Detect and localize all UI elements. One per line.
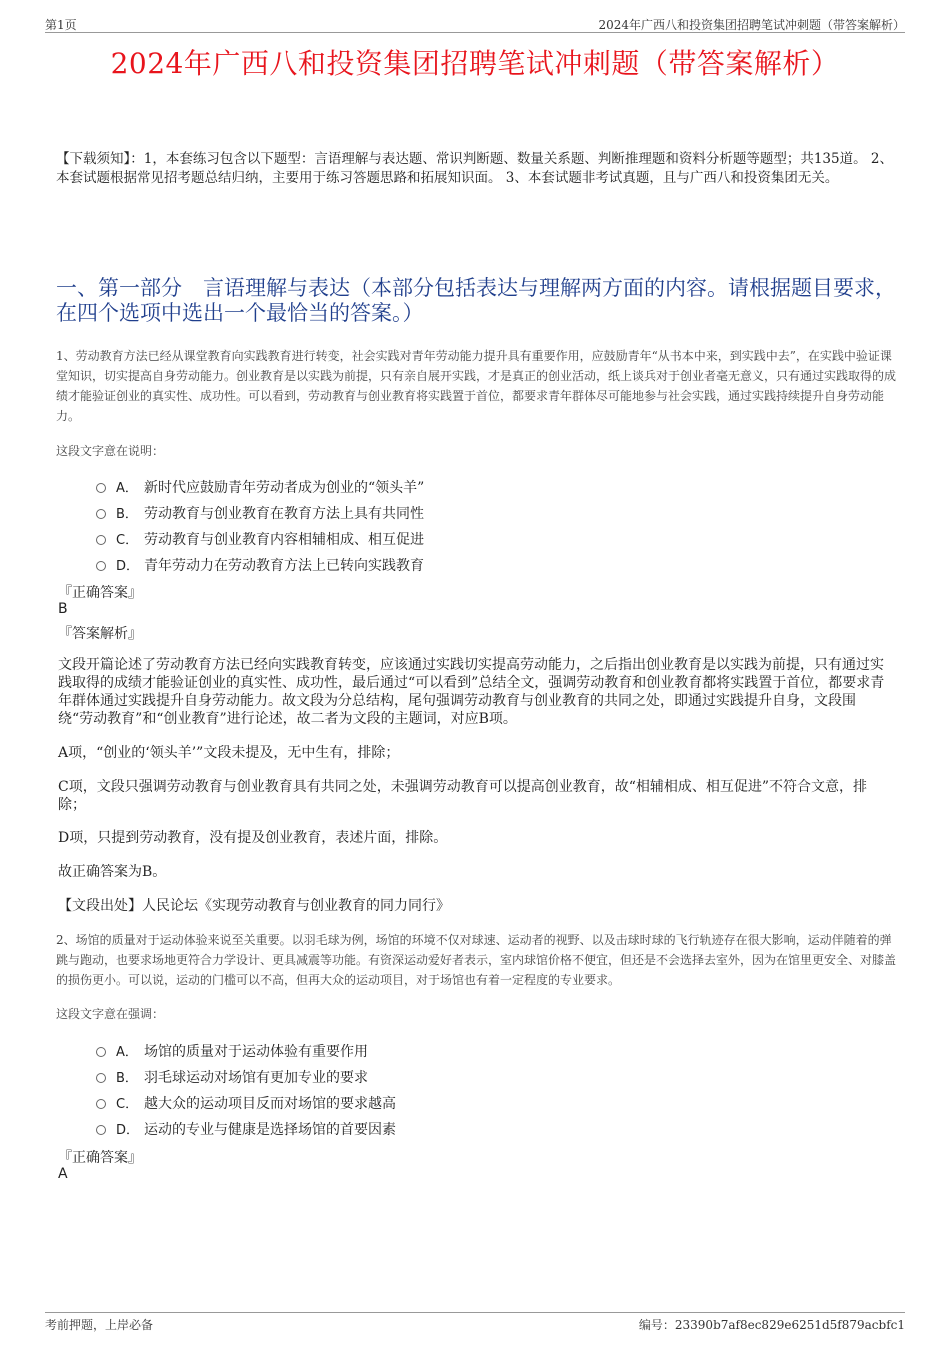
- radio-icon[interactable]: [96, 1099, 106, 1109]
- question-2-answer: A: [58, 1166, 68, 1182]
- question-2-option-d[interactable]: D． 运动的专业与健康是选择场馆的首要因素: [96, 1119, 396, 1139]
- question-1-option-c[interactable]: C． 劳动教育与创业教育内容相辅相成、相互促进: [96, 529, 424, 549]
- download-notice: 【下载须知】：1，本套练习包含以下题型：言语理解与表达题、常识判断题、数量关系题、判断推理题和资料分析题等题型；共135道。 2、本套试题根据常见招考题总结归纳，主要用于练习答题思路和拓展知识面。 3、本套试题非考试真题，且与广西八和投资集团无关。: [56, 151, 893, 186]
- page-footer: [45, 1312, 905, 1333]
- question-1-option-d[interactable]: D． 青年劳动力在劳动教育方法上已转向实践教育: [96, 555, 424, 575]
- radio-icon[interactable]: [96, 1047, 106, 1057]
- question-1-prompt: 这段文字意在说明：: [56, 444, 165, 458]
- question-2-option-c[interactable]: C． 越大众的运动项目反而对场馆的要求越高: [96, 1093, 396, 1113]
- question-2-prompt: 这段文字意在强调：: [56, 1007, 165, 1021]
- footer-serial: 编号：23390b7af8ec829e6251d5f879acbfc1: [638, 1318, 905, 1332]
- question-1-option-a[interactable]: A． 新时代应鼓励青年劳动者成为创业的“领头羊”: [96, 477, 424, 497]
- question-1-option-b[interactable]: B． 劳动教育与创业教育在教育方法上具有共同性: [96, 503, 424, 523]
- question-1-analysis-option-d: D项，只提到劳动教育，没有提及创业教育，表述片面，排除。: [58, 830, 448, 846]
- document-title: 2024年广西八和投资集团招聘笔试冲刺题（带答案解析）: [110, 47, 840, 80]
- question-1-source: 【文段出处】人民论坛《实现劳动教育与创业教育的同力同行》: [58, 898, 450, 914]
- footer-slogan: 考前押题，上岸必备: [45, 1318, 154, 1332]
- question-2-answer-label: 『正确答案』: [58, 1150, 142, 1166]
- radio-icon[interactable]: [96, 535, 106, 545]
- page-header: [45, 14, 905, 33]
- question-1-conclusion: 故正确答案为B。: [58, 864, 167, 880]
- section-title: 一、第一部分 言语理解与表达（本部分包括表达与理解两方面的内容。请根据题目要求，在四个选项中选出一个最恰当的答案。）: [56, 276, 896, 325]
- header-doc-title: 2024年广西八和投资集团招聘笔试冲刺题（带答案解析）: [598, 18, 905, 32]
- question-1-analysis-label: 『答案解析』: [58, 626, 142, 642]
- question-1-answer: B: [58, 601, 68, 617]
- question-1-analysis-paragraph: 文段开篇论述了劳动教育方法已经向实践教育转变，应该通过实践切实提高劳动能力，之后指出创业教育是以实践为前提，只有通过实践取得的成绩才能验证创业的真实性、成功性，最后通过“可以看到”总结全文，强调劳动教育和创业教育都将实践置于首位，都要求青年群体通过实践提升自身劳动能力。故文段为分总结构，尾句强调劳动教育与创业教育的共同之处，即通过实践提升自身，文段围绕“劳动教育”和“创业教育”进行论述，故二者为文段的主题词，对应B项。: [58, 657, 885, 727]
- question-1-analysis-option-c: C项，文段只强调劳动教育与创业教育具有共同之处，未强调劳动教育可以提高创业教育，故“相辅相成、相互促进”不符合文意，排除；: [58, 779, 868, 813]
- radio-icon[interactable]: [96, 1073, 106, 1083]
- radio-icon[interactable]: [96, 1125, 106, 1135]
- question-2-option-a[interactable]: A． 场馆的质量对于运动体验有重要作用: [96, 1041, 368, 1061]
- question-2-text: 2、场馆的质量对于运动体验来说至关重要。以羽毛球为例，场馆的环境不仅对球速、运动者的视野、以及击球时球的飞行轨迹存在很大影响，运动伴随着的弹跳与跑动，也要求场地更符合力学设计、更具减震等功能。有资深运动爱好者表示，室内球馆价格不便宜，但还是不会选择去室外，因为在馆里更安全、对膝盖的损伤更小。可以说，运动的门槛可以不高，但再大众的运动项目，对于场馆也有着一定程度的专业要求。: [56, 933, 897, 987]
- question-1-analysis-option-a: A项，“创业的‘领头羊’”文段未提及，无中生有，排除；: [58, 745, 400, 761]
- radio-icon[interactable]: [96, 483, 106, 493]
- question-1-answer-label: 『正确答案』: [58, 585, 142, 601]
- radio-icon[interactable]: [96, 509, 106, 519]
- question-1-text: 1、劳动教育方法已经从课堂教育向实践教育进行转变，社会实践对青年劳动能力提升具有重要作用，应鼓励青年“从书本中来，到实践中去”，在实践中验证课堂知识，切实提高自身劳动能力。创业教育是以实践为前提，只有亲自展开实践，才是真正的创业活动，纸上谈兵对于创业者毫无意义，只有通过实践取得的成绩才能验证创业的真实性、成功性。可以看到，劳动教育与创业教育将实践置于首位，都要求青年群体尽可能地参与社会实践，通过实践持续提升自身劳动能力。: [56, 349, 897, 423]
- question-2-option-b[interactable]: B． 羽毛球运动对场馆有更加专业的要求: [96, 1067, 368, 1087]
- radio-icon[interactable]: [96, 561, 106, 571]
- page-number: 第1页: [45, 18, 77, 32]
